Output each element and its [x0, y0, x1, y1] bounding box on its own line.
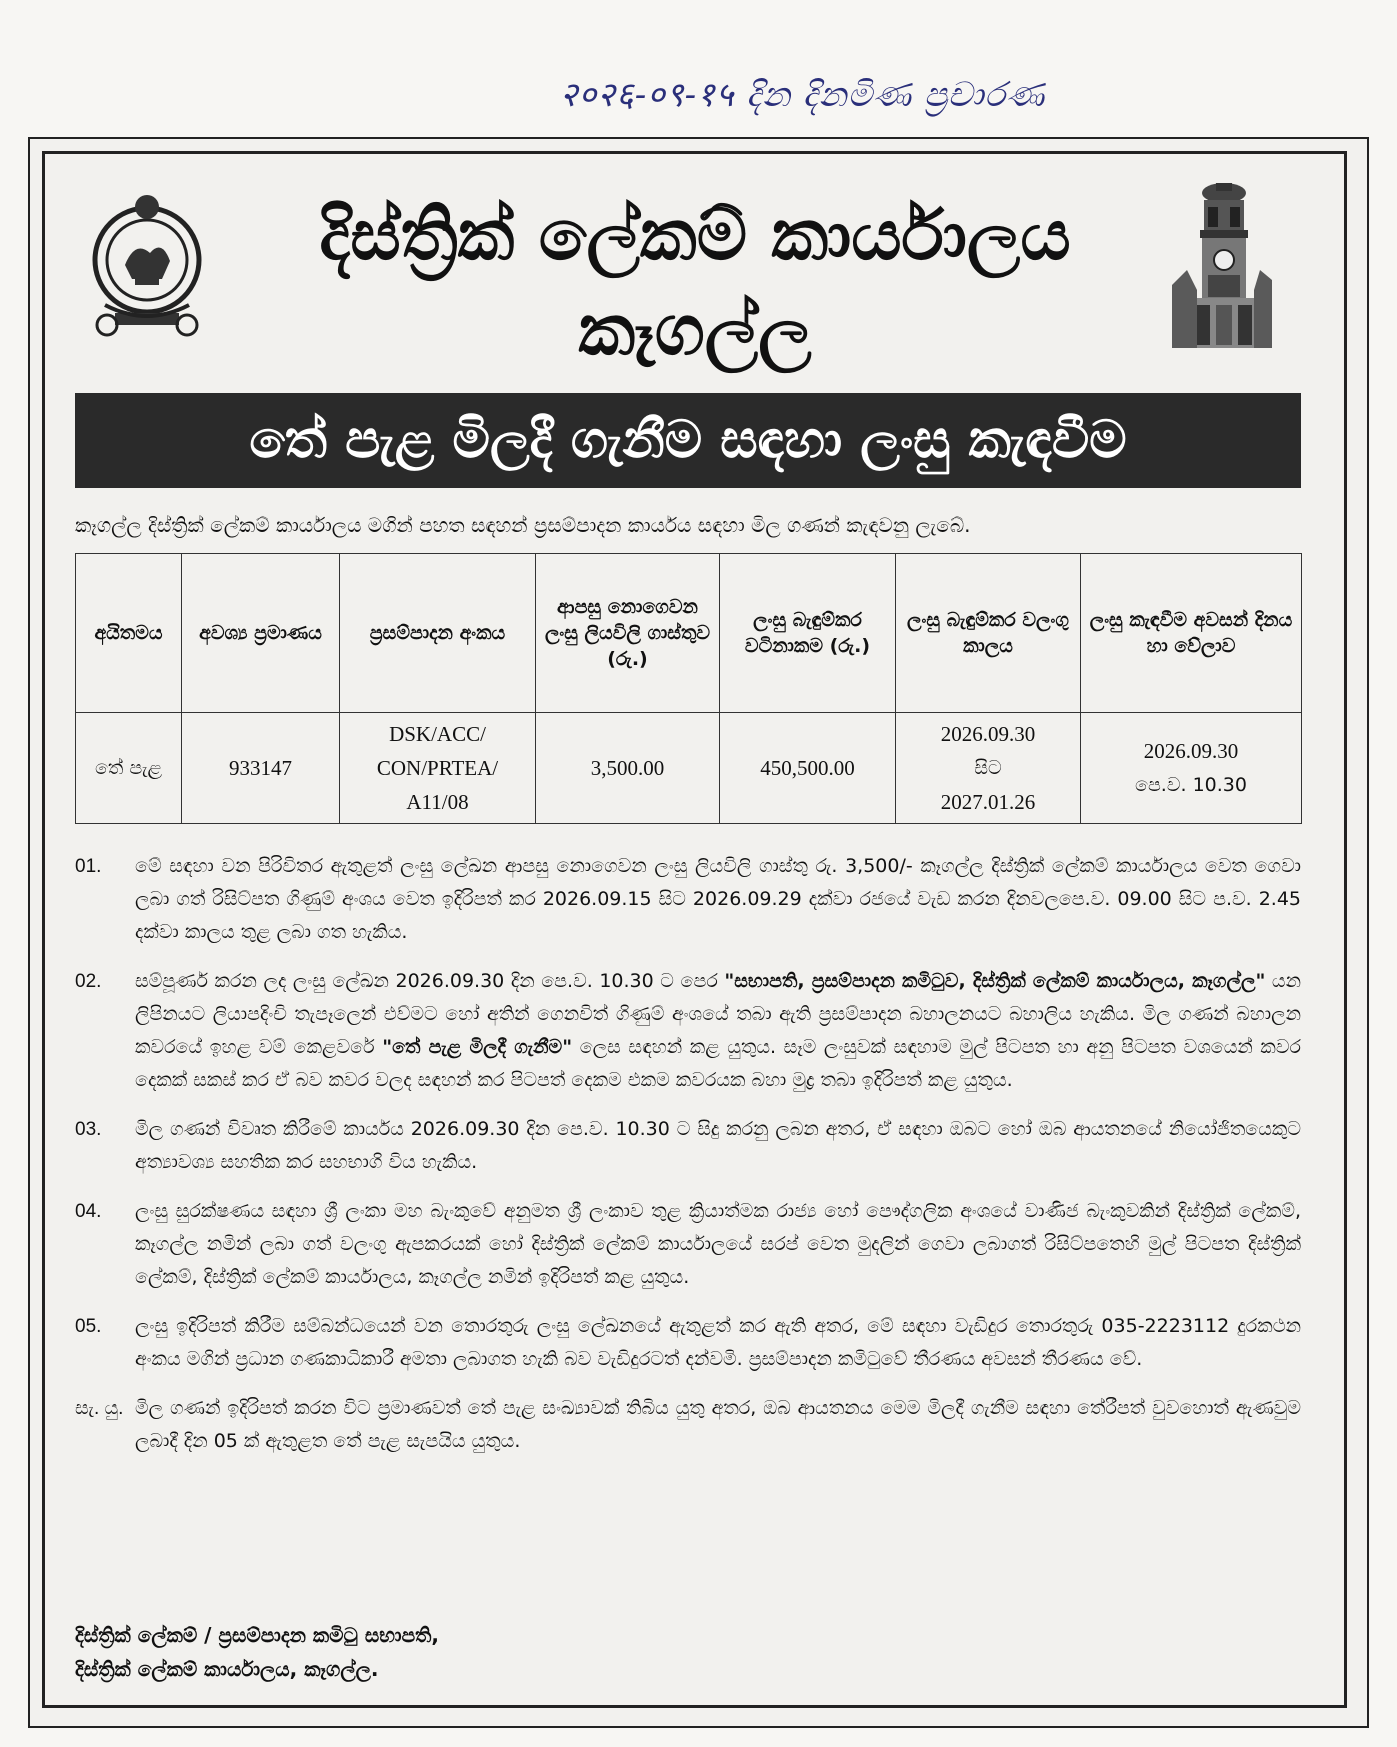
table-header-row: [76, 554, 1302, 713]
bond-value-cell: 450,500.00: [720, 713, 896, 824]
validity-to: 2027.01.26: [940, 790, 1036, 814]
clause-number: 05.: [75, 1316, 102, 1337]
procurement-number-cell: [340, 713, 536, 824]
validity-mid: සිට: [974, 757, 1002, 779]
intro-text: කෑගල්ල දිස්ත්‍රික් ලේකම් කාර්යාලය මගින් පහත සඳහන් ප්‍රසම්පාදන කාර්යය සඳහා මිල ගණන් කැඳවනු ලැබේ.: [75, 513, 971, 537]
clause-number: 01.: [75, 856, 102, 877]
sri-lanka-emblem-icon: [85, 185, 210, 350]
office-city: කෑගල්ල: [578, 289, 812, 371]
clock-tower-icon: [1172, 175, 1272, 355]
note-item: [75, 1392, 1301, 1458]
procurement-number-line: DSK/ACC/: [389, 722, 486, 746]
clause-text: මේ සඳහා වන පිරිවිතර ඇතුළත් ලංසු ලේඛන ආපසු නොගෙවන ලංසු ලියවිලි ගාස්තු රු. 3,500/- කෑගල්ල දිස්ත්‍රික් ලේකම් කාර්යාලය වෙත ගෙවා ලබා ගත් රිසිට්පත ගිණුම් අංශය වෙත ඉදිරිපත් කර 2026.09.15 සිට 2026.09.29 දක්වා රජයේ වැඩ කරන දිනවලපෙ.ව. 09.00 සිට ප.ව. 2.45 දක්වා කාලය තුළ ලබා ගත හැකිය.: [135, 855, 1301, 943]
procurement-number-line: A11/08: [406, 790, 469, 814]
office-title: දිස්ත්‍රික් ලේකම් කාර්යාලය: [319, 194, 1071, 276]
table-header-cell: ප්‍රසම්පාදන අංකය: [340, 554, 536, 713]
table-header-cell: අවශ්‍ය ප්‍රමාණය: [182, 554, 340, 713]
closing-cell: [1081, 713, 1302, 824]
clause-number: 03.: [75, 1119, 102, 1140]
clause-text-part: ලෙස සඳහන් කළ යුතුය. සෑම ලංසුවක් සඳහාම මුල් පිටපත හා අනු පිටපත වශයෙන් කවර දෙකක් සකස් කර ඒ බව කවර වලද සඳහන් කර පිටපත් දෙකම එකම කවරයක බහා මුද්‍ර තබා ඉදිරිපත් කළ යුතුය.: [135, 1036, 1301, 1091]
clause-number: 04.: [75, 1201, 102, 1222]
bond-validity-cell: [896, 713, 1081, 824]
clause-text: ලංසු ඉදිරිපත් කිරීම සම්බන්ධයෙන් වන තොරතුරු ලංසු ලේඛනයේ ඇතුළත් කර ඇති අතර, මේ සඳහා වැඩිදුර තොරතුරු 035-2223112 දුරකථන අංකය මගින් ප්‍රධාන ගණකාධිකාරී අමතා ලබාගත හැකි බව වැඩිදුරටත් දන්වමි. ප්‍රසම්පාදන කමිටුවේ තීරණය අවසන් තීරණය වේ.: [135, 1315, 1301, 1370]
clause-text-part: යන ලිපිනයට ලියාපදිංචි තැපෑලෙන් එව්මට හෝ අතින් ගෙනවිත් ගිණුම් අංශයේ තබා ඇති ප්‍රසම්පාදන බහාලනයට බහාලිය හැකිය. මිල ගණන් බහාලන කවරයේ ඉහළ වම් කෙළවරේ: [135, 970, 1302, 1058]
note-text: මිල ගණන් ඉදිරිපත් කරන විට ප්‍රමාණවත් තේ පැළ සංඛ්‍යාවක් තිබිය යුතු අතර, ඔබ ආයතනය මෙම මිලදී ගැනීම සඳහා තේරීපත් වුවහොත් ඇණවුම ලබාදී දින 05 ක් ඇතුළත තේ පැළ සැපයිය යුතුය.: [135, 1397, 1301, 1452]
tender-table: [75, 553, 1302, 824]
handwritten-date-note: २०२६-०९-१५ දින දිනමිණ ප්‍රචාරණ: [560, 75, 1046, 115]
notice-banner: [75, 393, 1301, 488]
clause-address-bold: "සභාපති, ප්‍රසම්පාදන කමිටුව, දිස්ත්‍රික් ලේකම් කාර්යාලය, කෑගල්ල": [724, 970, 1266, 992]
table-header-cell: ලංසු කැඳවීම අවසන් දිනය හා වේලාව: [1081, 554, 1302, 713]
banner-text: තේ පැළ මිලදී ගැනීම සඳහා ලංසු කැඳවීම: [249, 410, 1127, 470]
signature-block: [75, 1618, 975, 1686]
clause-text: ලංසු සුරක්ෂණය සඳහා ශ්‍රී ලංකා මහ බැංකුවේ අනුමත ශ්‍රී ලංකාව තුළ ක්‍රියාත්මක රාජ්‍ය හෝ පෞද්ගලික අංශයේ වාණිජ බැංකුවකින් දිස්ත්‍රික් ලේකම්, කෑගල්ල නමින් ලබා ගත් වලංගු ඇපකරයක් හෝ දිස්ත්‍රික් ලේකම් කාර්යාලයේ සරප් වෙත මුදලින් ගෙවා ලබාගත් රිසිට්පතෙහි මුල් පිටපත දිස්ත්‍රික් ලේකම්, දිස්ත්‍රික් ලේකම් කාර්යාලය, කෑගල්ල නමින් ඉදිරිපත් කළ යුතුය.: [135, 1200, 1301, 1288]
clause-item: [75, 965, 1301, 1097]
item-cell: තේ පැළ: [76, 713, 182, 824]
procurement-number-line: CON/PRTEA/: [376, 756, 499, 780]
clauses-list: [75, 850, 1301, 1474]
signature-line: දිස්ත්‍රික් ලේකම් / ප්‍රසම්පාදන කමිටු සභාපති,: [75, 1623, 439, 1647]
clause-item: [75, 850, 1301, 949]
table-row: [76, 713, 1302, 824]
quantity-cell: 933147: [182, 713, 340, 824]
note-label: සැ. යු.: [75, 1398, 124, 1419]
signature-line: දිස්ත්‍රික් ලේකම් කාර්යාලය, කෑගල්ල.: [75, 1657, 379, 1681]
clause-item: [75, 1113, 1301, 1179]
table-header-cell: ලංසු බැඳුම්කර වලංගු කාලය: [896, 554, 1081, 713]
clause-number: 02.: [75, 971, 102, 992]
validity-from: 2026.09.30: [940, 722, 1036, 746]
clause-text: [135, 965, 1301, 1097]
clause-item: [75, 1195, 1301, 1294]
table-header-cell: ලංසු බැඳුම්කර වටිනාකම (රු.): [720, 554, 896, 713]
table-header-cell: අයිතමය: [76, 554, 182, 713]
closing-time: පෙ.ව. 10.30: [1135, 774, 1247, 796]
clause-text-part: සම්පූර්ණ කරන ලද ලංසු ලේඛන 2026.09.30 දින පෙ.ව. 10.30 ට පෙර: [135, 970, 725, 992]
table-header-cell: ආපසු නොගෙවන ලංසු ලියවිලි ගාස්තුව (රු.): [536, 554, 720, 713]
fee-cell: 3,500.00: [536, 713, 720, 824]
closing-date: 2026.09.30: [1143, 739, 1239, 763]
clause-text: මිල ගණන් විවෘත කිරීමේ කාර්යය 2026.09.30 දින පෙ.ව. 10.30 ට සිදු කරනු ලබන අතර, ඒ සඳහා ඔබට හෝ ඔබ ආයතනයේ නියෝජිතයෙකුට අත්‍යාවශ්‍ය සහතික කර සහභාගි විය හැකිය.: [135, 1118, 1301, 1173]
clause-item: [75, 1310, 1301, 1376]
clause-envelope-label-bold: "තේ පැළ මිලදී ගැනීම": [382, 1036, 573, 1058]
